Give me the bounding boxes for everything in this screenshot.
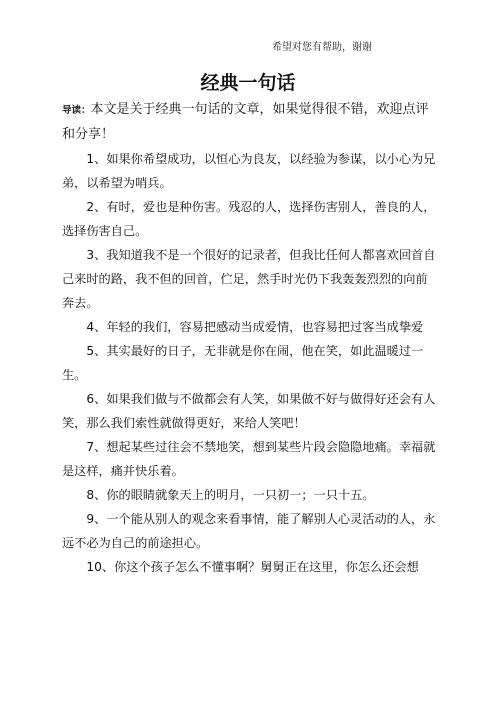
paragraph-6: 6、如果我们做与不做都会有人笑，如果做不好与做得好还会有人笑，那么我们索性就做得更好，来给人笑吧！ [62,392,436,430]
intro-paragraph [62,98,436,147]
document-title: 经典一句话 [200,72,296,94]
paragraph-8: 8、你的眼睛就象天上的明月，一只初一；一只十五。 [86,488,375,502]
intro-label: 导读： [62,105,91,116]
paragraph-5: 5、其实最好的日子，无非就是你在闹，他在笑，如此温暖过一生。 [62,344,424,382]
paragraph-2: 2、有时，爱也是种伤害。残忍的人，选择伤害别人，善良的人，选择伤害自己。 [62,200,436,238]
paragraph-10: 10、你这个孩子怎么不懂事啊？舅舅正在这里，你怎么还会想 [86,560,419,574]
document-body [62,98,436,579]
paragraph-3: 3、我知道我不是一个很好的记录者，但我比任何人都喜欢回首自己来时的路，我不但的回首，伫足，然手时光仍下我轰轰烈烈的向前奔去。 [62,248,436,310]
paragraph-1: 1、如果你希望成功，以恒心为良友，以经验为参谋，以小心为兄弟，以希望为哨兵。 [62,152,436,190]
intro-text: 本文是关于经典一句话的文章，如果觉得很不错，欢迎点评和分享！ [62,102,429,142]
paragraph-7: 7、想起某些过往会不禁地笑，想到某些片段会隐隐地痛。幸福就是这样，痛并快乐着。 [62,440,436,478]
paragraph-4: 4、年轻的我们，容易把感动当成爱情，也容易把过客当成挚爱 [86,320,424,334]
paragraph-9: 9、一个能从别人的观念来看事情，能了解别人心灵活动的人，永远不必为自己的前途担心。 [62,512,436,550]
header-note: 希望对您有帮助，谢谢 [272,42,372,53]
